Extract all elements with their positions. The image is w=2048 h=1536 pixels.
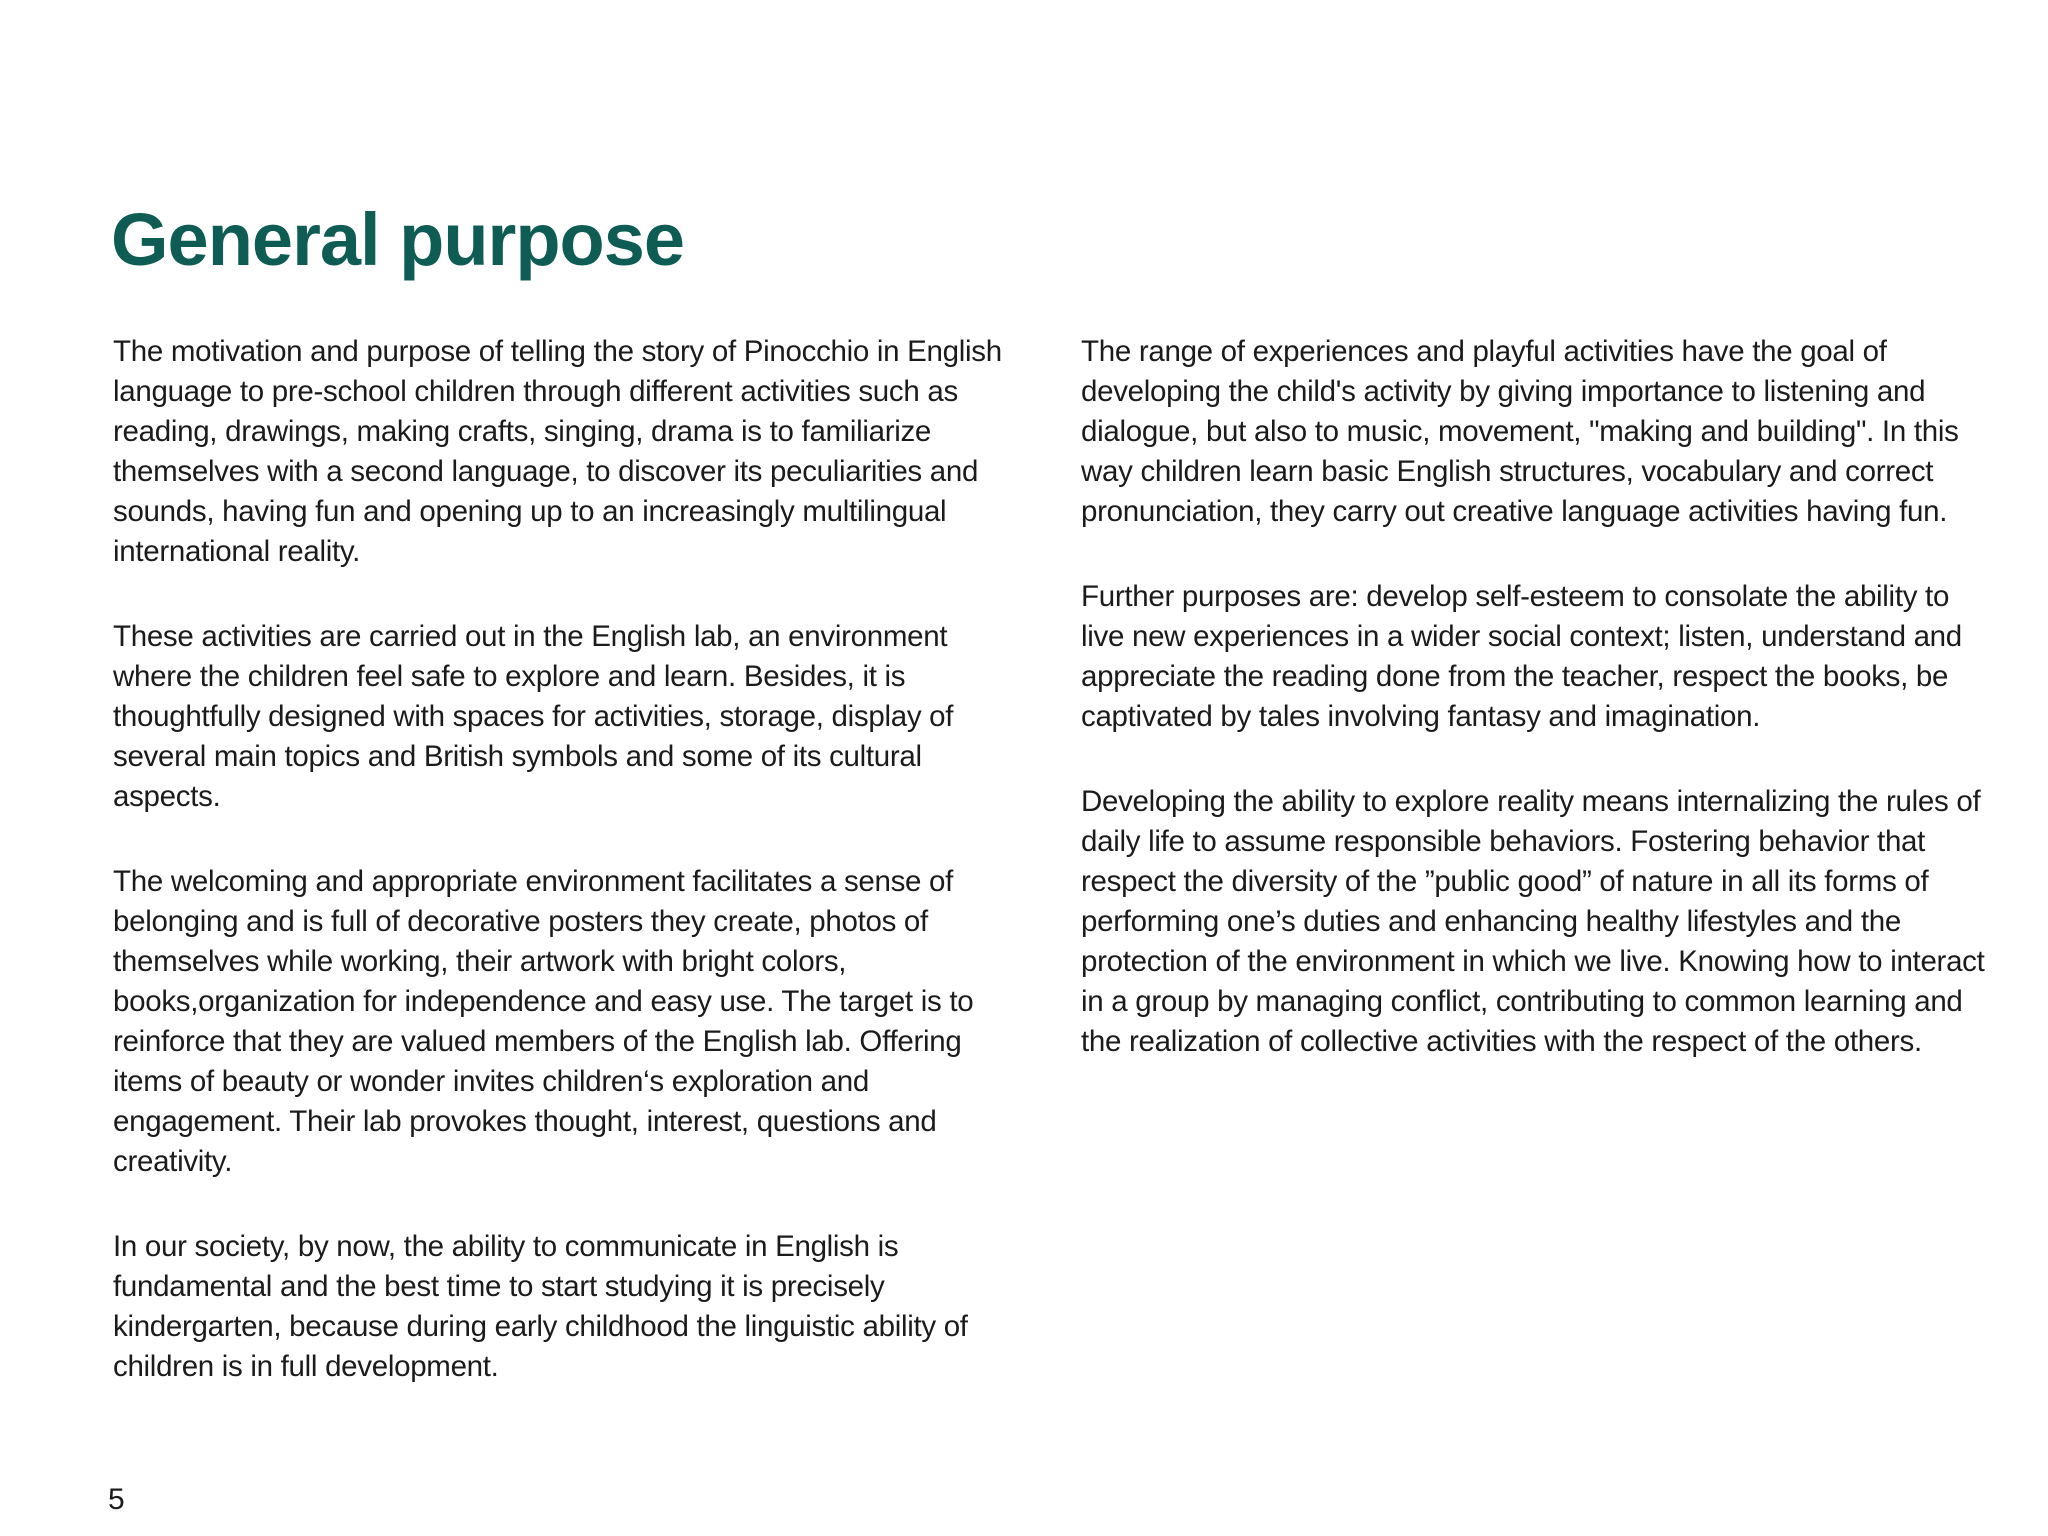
right-paragraph-3: Developing the ability to explore reality means internalizing the rules of daily life to assume responsible behaviors. Fostering behavior that respect the diversity of the ”public good” of nature in all its forms of performing one’s duties and enhancing healthy lifestyles and the protection of the environment in which we live. Knowing how to interact in a group by managing conflict, contributing to common learning and the realization of collective activities with the respect of the others. bbox=[1081, 785, 1985, 1058]
right-paragraph-2: Further purposes are: develop self-esteem to consolate the ability to live new experiences in a wider social context; listen, understand and appreciate the reading done from the teacher, respect the books, be captivated by tales involving fantasy and imagination. bbox=[1081, 580, 1962, 733]
left-column bbox=[113, 332, 1013, 1387]
left-paragraph-4: In our society, by now, the ability to communicate in English is fundamental and the best time to start studying it is precisely kindergarten, because during early childhood the linguistic ability of children is in full development. bbox=[113, 1230, 968, 1383]
left-paragraph-3: The welcoming and appropriate environment facilitates a sense of belonging and is full of decorative posters they create, photos of themselves while working, their artwork with bright colors, books,organization for independence and easy use. The target is to reinforce that they are valued members of the English lab. Offering items of beauty or wonder invites children‘s exploration and engagement. Their lab provokes thought, interest, questions and creativity. bbox=[113, 865, 974, 1178]
right-paragraph-1: The range of experiences and playful activities have the goal of developing the child's activity by giving importance to listening and dialogue, but also to music, movement, "making and building". In this way children learn basic English structures, vocabulary and correct pronunciation, they carry out creative language activities having fun. bbox=[1081, 335, 1959, 528]
page-number: 5 bbox=[108, 1483, 125, 1516]
page-title: General purpose bbox=[111, 198, 685, 281]
left-paragraph-1: The motivation and purpose of telling the story of Pinocchio in English language to pre-school children through different activities such as reading, drawings, making crafts, singing, drama is to familiarize themselves with a second language, to discover its peculiarities and sounds, having fun and opening up to an increasingly multilingual international reality. bbox=[113, 335, 1002, 568]
right-column bbox=[1081, 332, 1991, 1062]
left-paragraph-2: These activities are carried out in the English lab, an environment where the children feel safe to explore and learn. Besides, it is thoughtfully designed with spaces for activities, storage, display of several main topics and British symbols and some of its cultural aspects. bbox=[113, 620, 954, 813]
